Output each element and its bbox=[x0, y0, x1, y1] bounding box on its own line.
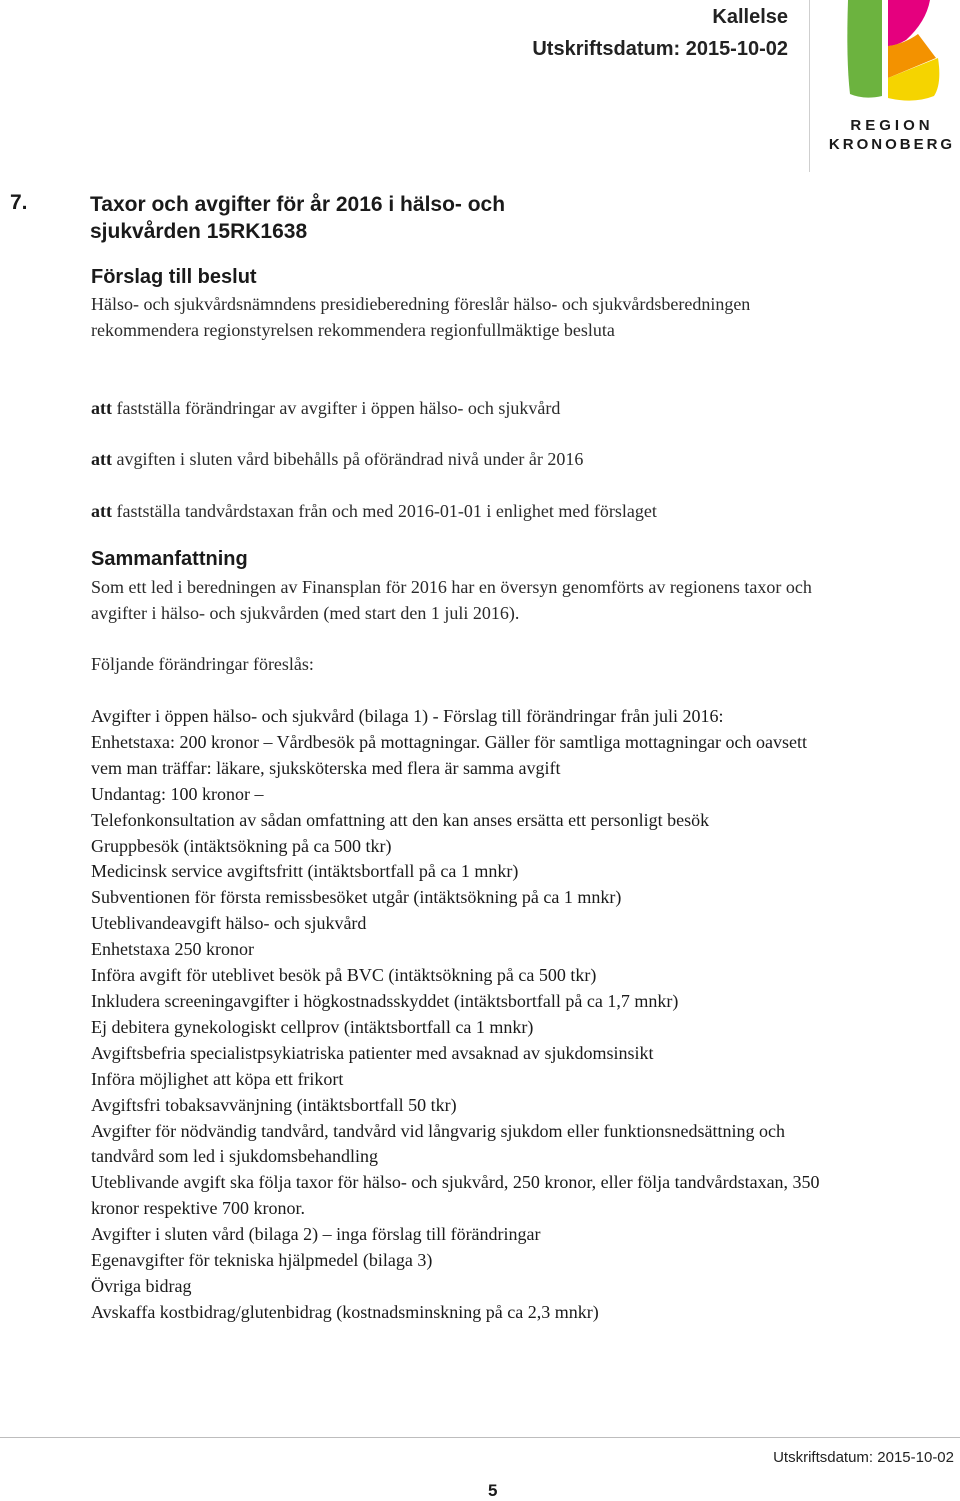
summary-paragraph: Som ett led i beredningen av Finansplan för 2016 har en översyn genomförts av regionens taxor och avgifter i hälso- och sjukvården (med start den 1 juli 2016). bbox=[91, 577, 812, 623]
decision-prefix: att bbox=[91, 501, 112, 521]
list-item: Enhetstaxa: 200 kronor – Vårdbesök på mottagningar. Gäller för samtliga mottagningar och oavsett vem man träffar: läkare, sjuksköterska med flera är samma avgift bbox=[91, 731, 807, 778]
list-item: Telefonkonsultation av sådan omfattning att den kan anses ersätta ett personligt besök bbox=[91, 809, 710, 830]
decision-text: avgiften i sluten vård bibehålls på oförändrad nivå under år 2016 bbox=[116, 449, 584, 469]
list-item: Avgifter i öppen hälso- och sjukvård (bilaga 1) - Förslag till förändringar från juli 2016: bbox=[91, 706, 724, 726]
summary-heading: Sammanfattning bbox=[91, 548, 248, 570]
list-item: Avgiftsfri tobaksavvänjning (intäktsbortfall 50 tkr) bbox=[91, 1094, 457, 1115]
footer-print-date: Utskriftsdatum: 2015-10-02 bbox=[773, 1449, 954, 1466]
list-item: Undantag: 100 kronor – bbox=[91, 783, 264, 804]
decision-item bbox=[91, 396, 831, 422]
decision-text: fastställa förändringar av avgifter i öppen hälso- och sjukvård bbox=[116, 398, 561, 418]
list-item: Gruppbesök (intäktsökning på ca 500 tkr) bbox=[91, 835, 392, 856]
decision-item bbox=[91, 447, 831, 473]
decision-prefix: att bbox=[91, 449, 112, 469]
list-item: Uteblivande avgift ska följa taxor för hälso- och sjukvård, 250 kronor, eller följa tandvårdstaxan, 350 kronor respektive 700 kronor. bbox=[91, 1172, 820, 1219]
print-date: Utskriftsdatum: 2015-10-02 bbox=[532, 38, 788, 60]
decision-item bbox=[91, 499, 831, 525]
list-item: Subventionen för första remissbesöket utgår (intäktsökning på ca 1 mnkr) bbox=[91, 887, 622, 908]
list-item: Införa möjlighet att köpa ett frikort bbox=[91, 1068, 344, 1089]
list-item: Medicinsk service avgiftsfritt (intäktsbortfall på ca 1 mnkr) bbox=[91, 861, 519, 882]
logo-text-region: REGION bbox=[850, 117, 934, 134]
logo-magenta-shape bbox=[888, 0, 930, 46]
header-divider bbox=[809, 0, 810, 172]
footer-divider bbox=[0, 1437, 960, 1438]
list-item: Inkludera screeningavgifter i högkostnadsskyddet (intäktsbortfall på ca 1,7 mnkr) bbox=[91, 990, 679, 1011]
list-item: Införa avgift för uteblivet besök på BVC (intäktsökning på ca 500 tkr) bbox=[91, 965, 597, 986]
changes-list bbox=[91, 704, 831, 1326]
list-item: Ej debitera gynekologiskt cellprov (intäktsbortfall ca 1 mnkr) bbox=[91, 1016, 534, 1037]
list-item: Avgifter för nödvändig tandvård, tandvård vid långvarig sjukdom eller funktionsnedsättning och tandvård som led i sjukdomsbehandling bbox=[91, 1120, 786, 1167]
proposal-intro: Hälso- och sjukvårdsnämndens presidieberedning föreslår hälso- och sjukvårdsberedningen rekommendera regionstyrelsen rekommendera regionfullmäktige besluta bbox=[91, 294, 751, 340]
logo-text-kronoberg: KRONOBERG bbox=[828, 136, 956, 153]
decision-prefix: att bbox=[91, 398, 112, 418]
decision-text: fastställa tandvårdstaxan från och med 2016-01-01 i enlighet med förslaget bbox=[116, 501, 657, 521]
proposal-heading: Förslag till beslut bbox=[91, 266, 257, 288]
list-item: Uteblivandeavgift hälso- och sjukvård bbox=[91, 913, 367, 934]
list-item: Enhetstaxa 250 kronor bbox=[91, 939, 254, 960]
list-item: Avgifter i sluten vård (bilaga 2) – inga förslag till förändringar bbox=[91, 1224, 541, 1245]
list-item: Avgiftsbefria specialistpsykiatriska patienter med avsaknad av sjukdomsinsikt bbox=[91, 1042, 654, 1063]
changes-intro: Följande förändringar föreslås: bbox=[91, 654, 314, 674]
document-type: Kallelse bbox=[712, 6, 788, 28]
section-number: 7. bbox=[10, 191, 28, 214]
list-item: Egenavgifter för tekniska hjälpmedel (bilaga 3) bbox=[91, 1250, 433, 1271]
list-item: Avskaffa kostbidrag/glutenbidrag (kostnadsminskning på ca 2,3 mnkr) bbox=[91, 1301, 599, 1322]
list-item: Övriga bidrag bbox=[91, 1275, 192, 1296]
section-title: Taxor och avgifter för år 2016 i hälso- och sjukvården 15RK1638 bbox=[90, 193, 506, 243]
page-number: 5 bbox=[488, 1481, 498, 1500]
logo-green-shape bbox=[847, 0, 882, 98]
